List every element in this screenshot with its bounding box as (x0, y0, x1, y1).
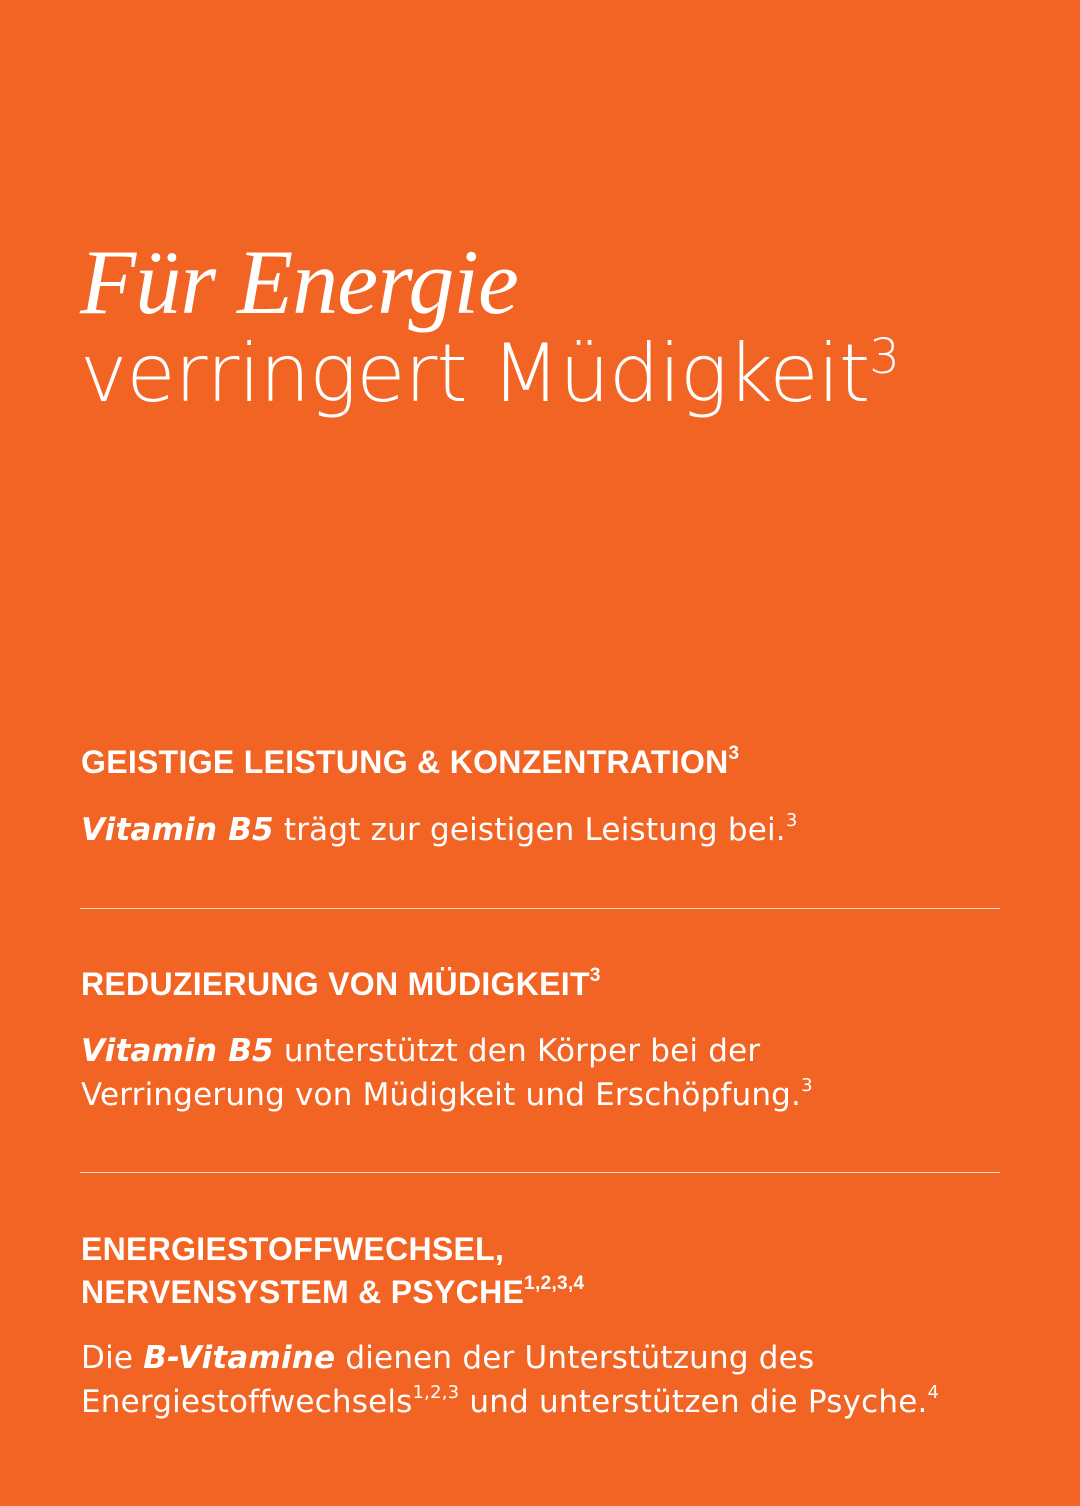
section-title (81, 741, 1001, 784)
footnote-ref: 4 (927, 1382, 940, 1403)
body-highlight: B-Vitamine (143, 1340, 336, 1376)
divider (80, 908, 1000, 909)
body-text: und unterstützen die Psyche. (459, 1384, 928, 1420)
footnote-ref: 3 (589, 965, 601, 986)
body-highlight: Vitamin B5 (81, 812, 274, 848)
footnote-ref: 3 (785, 810, 798, 831)
headline-subtitle-text: verringert Müdigkeit (80, 327, 870, 420)
headline-subtitle (80, 326, 1020, 422)
divider (80, 1172, 1000, 1173)
footnote-ref: 1,2,3,4 (524, 1273, 585, 1294)
section-title-text: REDUZIERUNG VON MÜDIGKEIT (81, 966, 590, 1002)
section-energy-metabolism (81, 1228, 1001, 1424)
section-fatigue-reduction (81, 963, 1001, 1117)
body-prefix: Die (81, 1340, 144, 1376)
section-title (81, 963, 1001, 1006)
body-text: dienen der Unterstützung des Energiestoffwechsels (81, 1340, 815, 1420)
footnote-ref: 1,2,3 (412, 1382, 460, 1403)
section-body (81, 1336, 1041, 1424)
body-text: unterstützt den Körper bei der Verringerung von Müdigkeit und Erschöpfung. (81, 1033, 802, 1113)
headline (80, 232, 1020, 422)
headline-footnote-ref: 3 (869, 329, 899, 385)
footnote-ref: 3 (728, 743, 740, 764)
section-body (81, 1029, 941, 1117)
headline-title: Für Energie (80, 231, 518, 333)
section-body (81, 808, 1001, 852)
section-title (81, 1228, 1001, 1314)
section-title-line1: ENERGIESTOFFWECHSEL, (81, 1231, 505, 1267)
footnote-ref: 3 (801, 1075, 813, 1096)
section-mental-performance (81, 741, 1001, 852)
body-text: trägt zur geistigen Leistung bei. (273, 812, 786, 848)
section-title-text: GEISTIGE LEISTUNG & KONZENTRATION (81, 744, 729, 780)
section-title-line2: NERVENSYSTEM & PSYCHE (81, 1274, 525, 1310)
body-highlight: Vitamin B5 (81, 1033, 274, 1069)
